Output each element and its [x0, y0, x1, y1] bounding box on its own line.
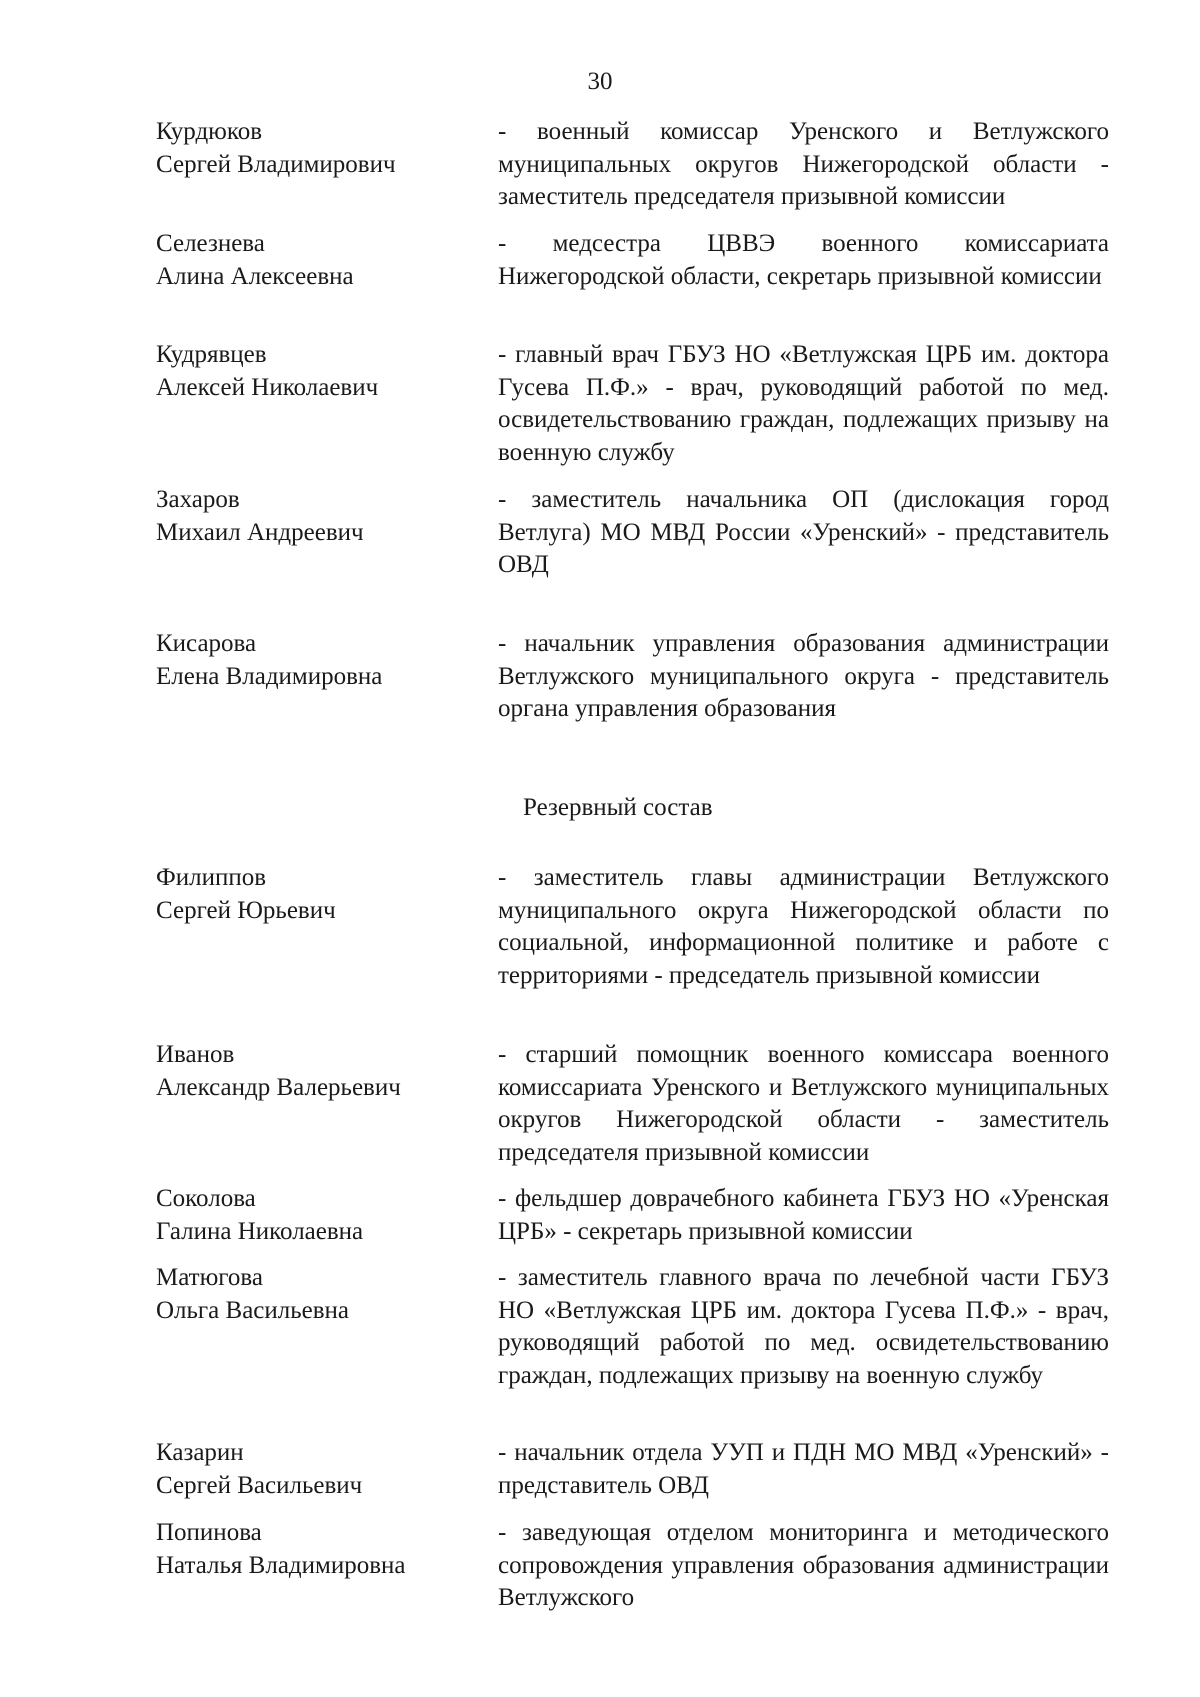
member-surname: Кисарова: [156, 630, 257, 657]
member-given-names: Ольга Васильевна: [156, 1296, 350, 1324]
member-name: [156, 116, 456, 181]
member-role: - военный комиссар Уренского и Ветлужского муниципальных округов Нижегородской области - заместитель председателя призывной комиссии: [498, 118, 1109, 210]
member-role: - медсестра ЦВВЭ военного комиссариата Нижегородской области, секретарь призывной комиссии: [498, 230, 1109, 290]
member-surname: Курдюков: [156, 118, 263, 145]
member-surname: Селезнева: [156, 230, 265, 257]
member-surname: Соколова: [156, 1185, 256, 1212]
member-role: - главный врач ГБУЗ НО «Ветлужская ЦРБ им. доктора Гусева П.Ф.» - врач, руководящий работой по мед. освидетельствованию граждан, подлежащих призыву на военную службу: [498, 341, 1109, 466]
member-role: - заместитель начальника ОП (дислокация город Ветлуга) МО МВД России «Уренский» - представитель ОВД: [498, 486, 1109, 578]
member-name: [156, 228, 456, 293]
member-name: [156, 484, 456, 549]
member-surname: Иванов: [156, 1041, 235, 1068]
member-name: [156, 862, 456, 927]
member-name: [156, 1039, 456, 1104]
member-name: [156, 339, 456, 404]
member-given-names: Алексей Николаевич: [156, 373, 379, 401]
member-role: - начальник управления образования администрации Ветлужского муниципального округа - представитель органа управления образования: [498, 630, 1109, 722]
member-name: [156, 1183, 456, 1248]
member-surname: Казарин: [156, 1439, 244, 1466]
member-given-names: Сергей Юрьевич: [156, 896, 336, 924]
member-given-names: Сергей Васильевич: [156, 1471, 363, 1499]
page-number: 30: [587, 68, 613, 95]
member-name: [156, 628, 456, 693]
member-given-names: Галина Николаевна: [156, 1217, 364, 1245]
reserve-section-heading: Резервный состав: [523, 794, 713, 821]
member-given-names: Сергей Владимирович: [156, 150, 396, 178]
member-role: - заместитель главного врача по лечебной части ГБУЗ НО «Ветлужская ЦРБ им. доктора Гусева П.Ф.» - врач, руководящий работой по мед. освидетельствованию граждан, подлежащих призыву на военную службу: [498, 1264, 1109, 1389]
member-surname: Захаров: [156, 486, 240, 513]
member-surname: Матюгова: [156, 1264, 263, 1291]
member-given-names: Елена Владимировна: [156, 662, 383, 690]
member-role: - заведующая отделом мониторинга и методического сопровождения управления образования администрации Ветлужского: [498, 1519, 1109, 1611]
member-given-names: Наталья Владимировна: [156, 1551, 406, 1579]
member-surname: Попинова: [156, 1519, 262, 1546]
member-given-names: Алина Алексеевна: [156, 262, 354, 290]
member-role: - заместитель главы администрации Ветлужского муниципального округа Нижегородской области по социальной, информационной политике и работе с территориями - председатель призывной комиссии: [498, 864, 1109, 989]
member-given-names: Александр Валерьевич: [156, 1073, 401, 1101]
member-name: [156, 1262, 456, 1327]
member-role: - начальник отдела УУП и ПДН МО МВД «Уренский» - представитель ОВД: [498, 1439, 1109, 1499]
member-surname: Кудрявцев: [156, 341, 267, 368]
member-name: [156, 1437, 456, 1502]
member-role: - фельдшер доврачебного кабинета ГБУЗ НО «Уренская ЦРБ» - секретарь призывной комиссии: [498, 1185, 1109, 1245]
member-given-names: Михаил Андреевич: [156, 518, 364, 546]
member-surname: Филиппов: [156, 864, 267, 891]
member-name: [156, 1517, 456, 1582]
member-role: - старший помощник военного комиссара военного комиссариата Уренского и Ветлужского муниципальных округов Нижегородской области - заместитель председателя призывной комиссии: [498, 1041, 1109, 1166]
